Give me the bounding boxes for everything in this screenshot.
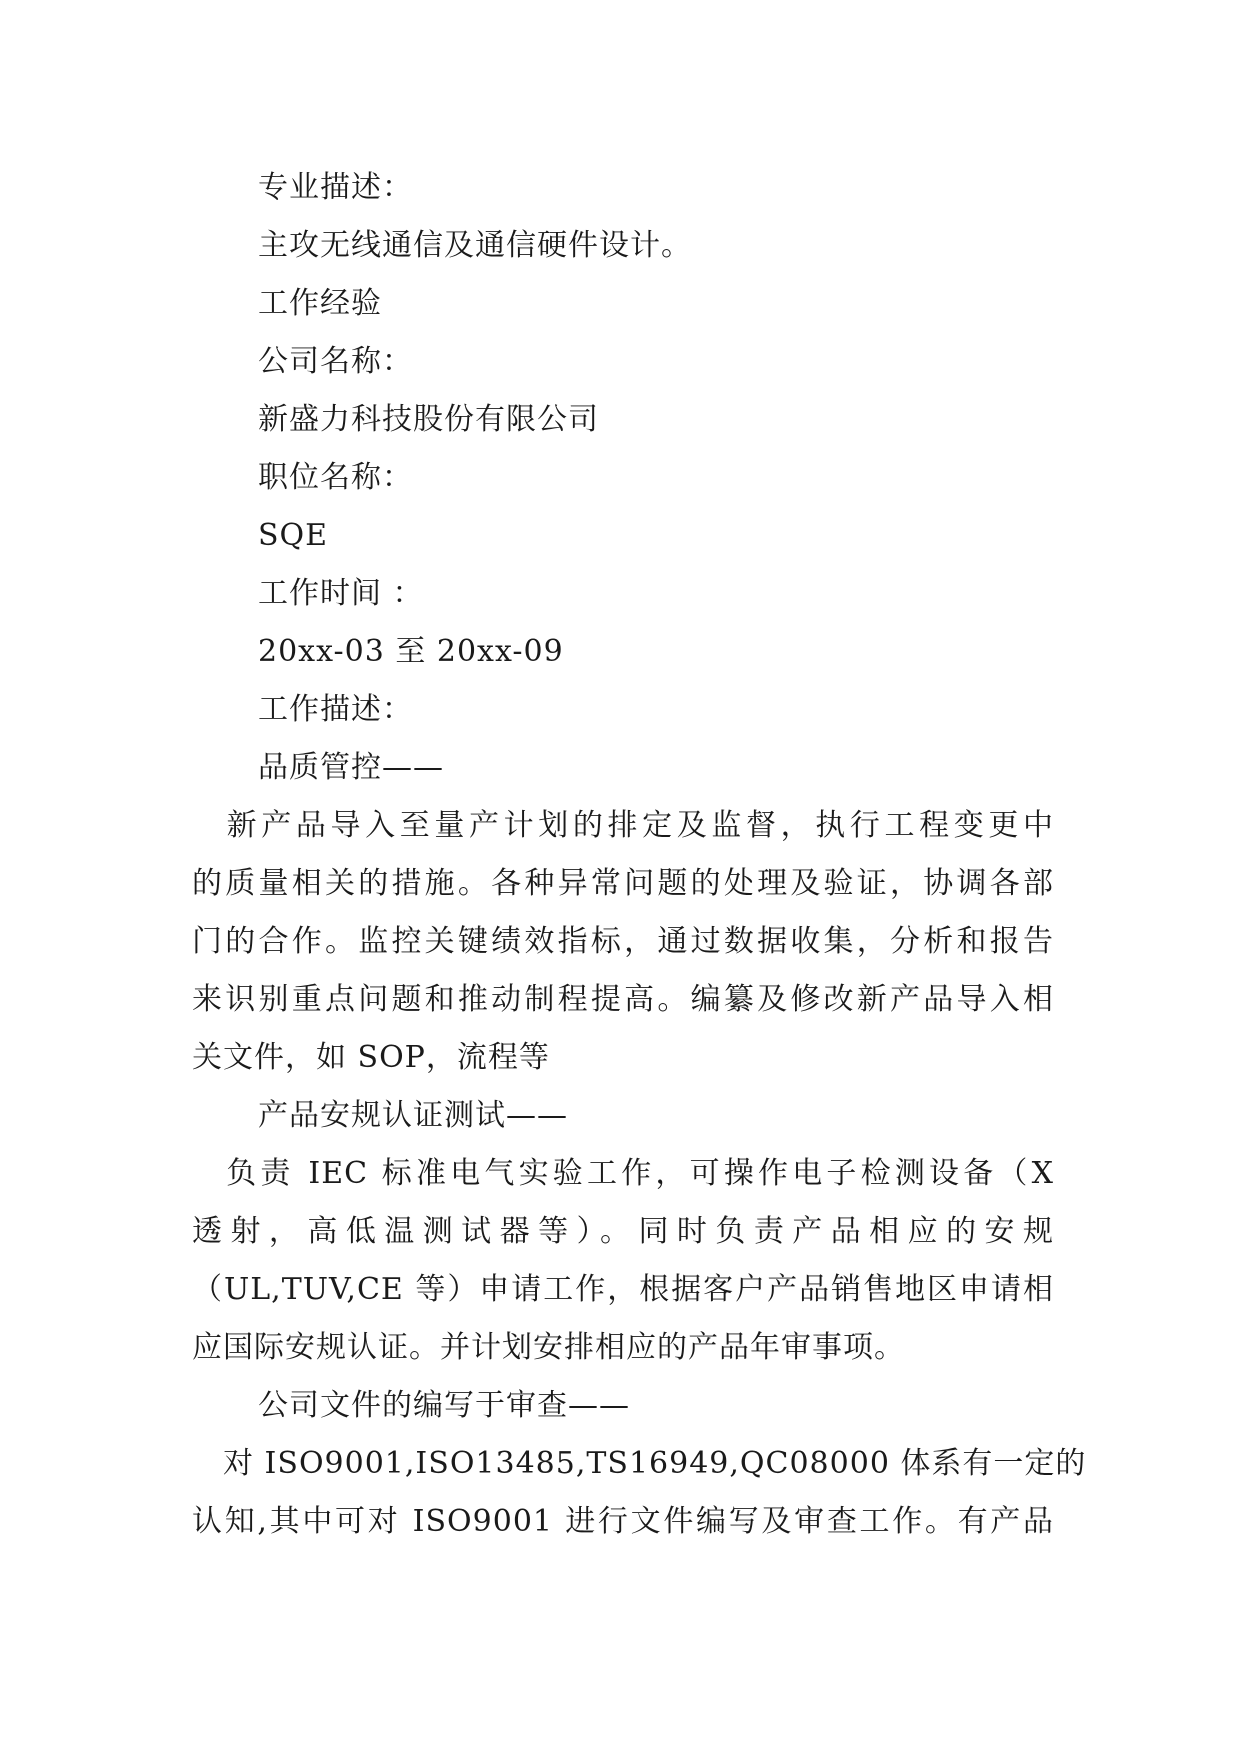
paragraph-safety-certification-line: 应国际安规认证。并计划安排相应的产品年审事项。 [192, 1330, 905, 1365]
paragraph-safety-certification-line: 透射，高低温测试器等）。同时负责产品相应的安规 [192, 1214, 1054, 1249]
paragraph-quality-control-line: 门的合作。监控关键绩效指标，通过数据收集，分析和报告 [192, 924, 1054, 959]
work-period-value: 20xx-03 至 20xx-09 [258, 634, 564, 669]
paragraph-document-review-line: 认知,其中可对 ISO9001 进行文件编写及审查工作。有产品 [192, 1504, 1054, 1539]
subheading-document-review: 公司文件的编写于审查—— [258, 1388, 630, 1423]
section-label-professional-description: 专业描述： [258, 170, 413, 205]
work-period-label: 工作时间 ： [258, 576, 424, 611]
subheading-quality-control: 品质管控—— [258, 750, 444, 785]
work-description-label: 工作描述： [258, 692, 413, 727]
section-heading-work-experience: 工作经验 [258, 286, 382, 321]
paragraph-safety-certification-line: （UL,TUV,CE 等）申请工作，根据客户产品销售地区申请相 [192, 1272, 1054, 1307]
paragraph-safety-certification-line: 负责 IEC 标准电气实验工作，可操作电子检测设备（X [192, 1156, 1054, 1191]
paragraph-quality-control-line: 新产品导入至量产计划的排定及监督，执行工程变更中 [192, 808, 1054, 843]
position-name-label: 职位名称： [258, 460, 413, 495]
company-name-label: 公司名称： [258, 344, 413, 379]
paragraph-quality-control-line: 关文件，如 SOP，流程等 [192, 1040, 550, 1075]
subheading-safety-certification: 产品安规认证测试—— [258, 1098, 568, 1133]
company-name-value: 新盛力科技股份有限公司 [258, 402, 599, 437]
paragraph-document-review-line: 对 ISO9001,ISO13485,TS16949,QC08000 体系有一定的 [192, 1446, 1087, 1481]
position-name-value: SQE [258, 518, 329, 553]
professional-description-text: 主攻无线通信及通信硬件设计。 [258, 228, 692, 263]
paragraph-quality-control-line: 来识别重点问题和推动制程提高。编纂及修改新产品导入相 [192, 982, 1054, 1017]
paragraph-quality-control-line: 的质量相关的措施。各种异常问题的处理及验证，协调各部 [192, 866, 1054, 901]
